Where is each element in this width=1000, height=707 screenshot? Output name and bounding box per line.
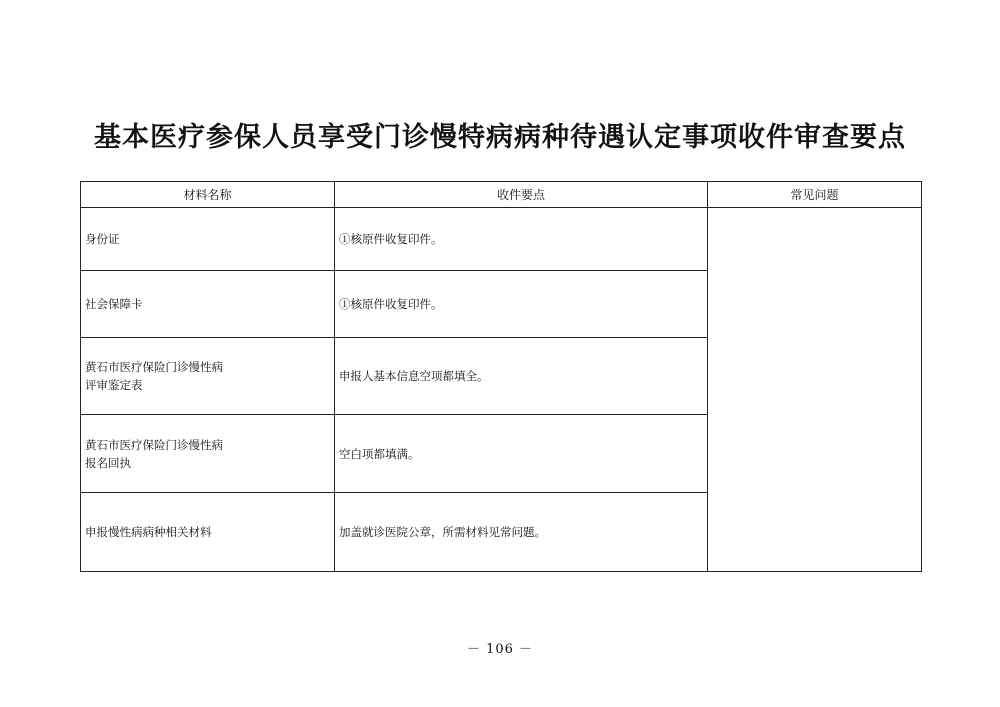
material-name-cell: 黄石市医疗保险门诊慢性病 报名回执	[81, 415, 335, 493]
receipt-point-cell: ①核原件收复印件。	[335, 271, 708, 338]
material-name-cell: 身份证	[81, 208, 335, 271]
receipt-point-cell: 空白项都填满。	[335, 415, 708, 493]
common-issues-cell	[708, 208, 922, 572]
table-header-row	[81, 182, 922, 208]
receipt-point-cell: ①核原件收复印件。	[335, 208, 708, 271]
table-row	[81, 208, 922, 271]
receipt-point-cell: 申报人基本信息空项都填全。	[335, 338, 708, 415]
material-name-cell: 社会保障卡	[81, 271, 335, 338]
page-number: － 106 －	[466, 642, 534, 657]
page-title: 基本医疗参保人员享受门诊慢特病病种待遇认定事项收件审查要点	[94, 122, 906, 153]
receipt-point-cell: 加盖就诊医院公章，所需材料见常问题。	[335, 493, 708, 572]
header-receipt-points: 收件要点	[335, 182, 708, 208]
material-name-cell: 黄石市医疗保险门诊慢性病 评审鉴定表	[81, 338, 335, 415]
header-material-name: 材料名称	[81, 182, 335, 208]
review-points-table	[80, 181, 922, 572]
material-name-cell: 申报慢性病病种相关材料	[81, 493, 335, 572]
header-common-issues: 常见问题	[708, 182, 922, 208]
